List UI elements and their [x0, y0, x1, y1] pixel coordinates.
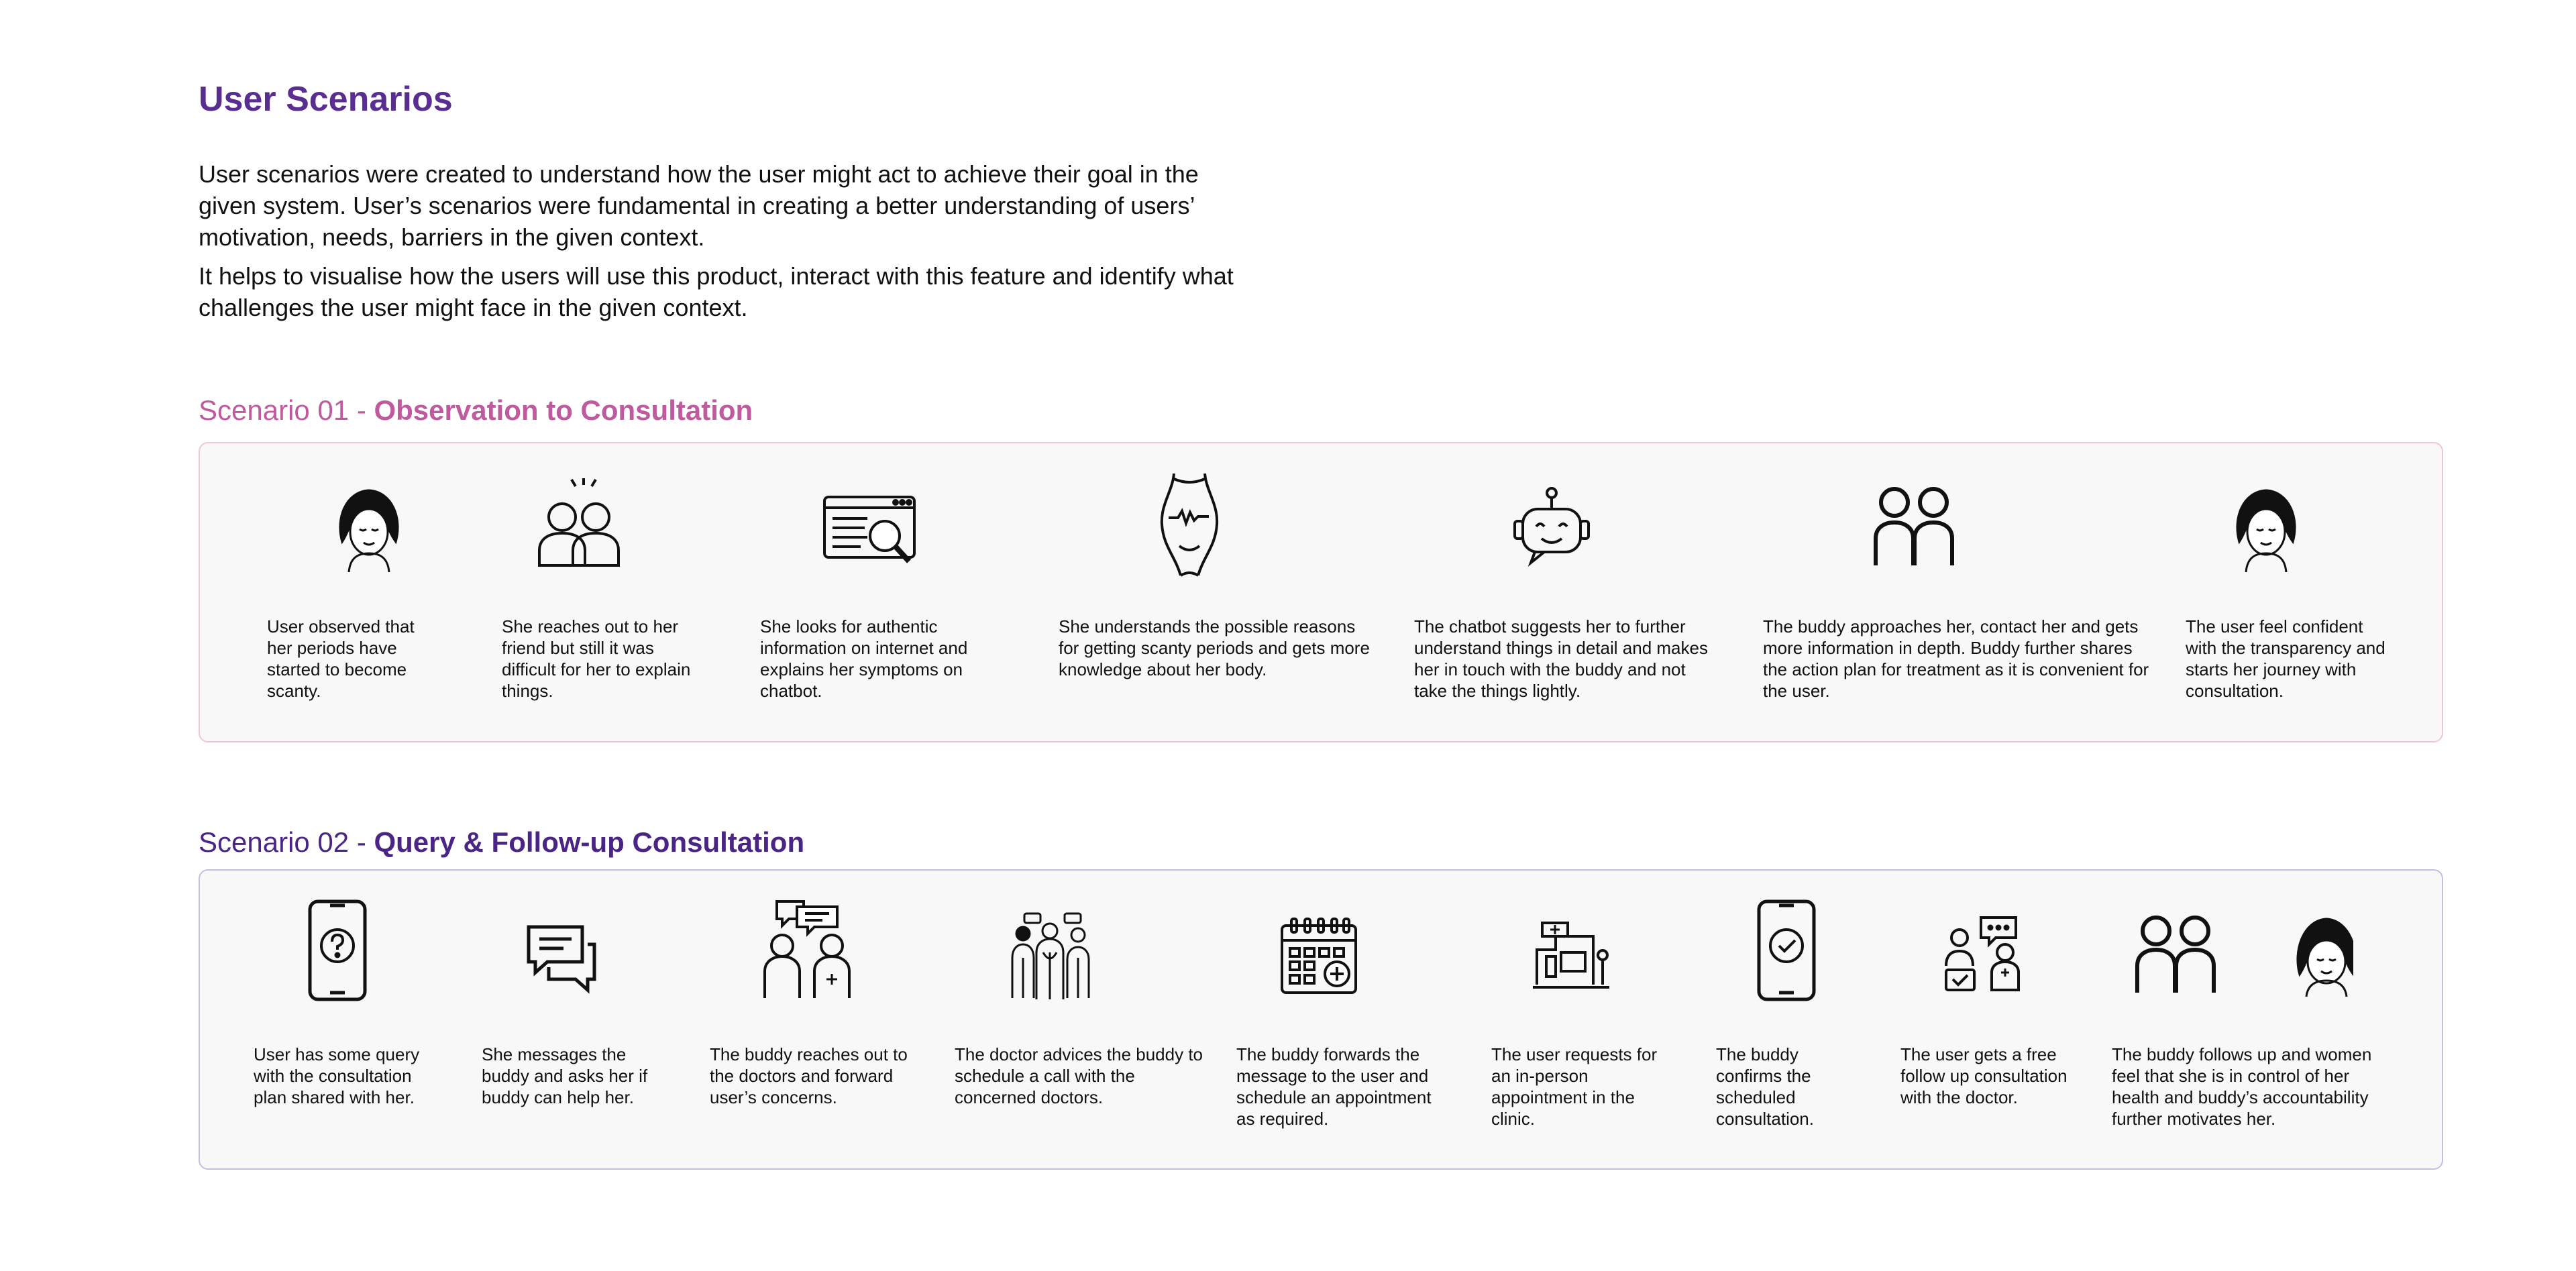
phone-question-icon — [301, 897, 374, 1005]
intro-text — [199, 158, 1245, 323]
female-body-icon — [1152, 470, 1226, 579]
step-text: User has some query with the consultation plan shared with her. — [254, 1044, 420, 1107]
page-title: User Scenarios — [199, 80, 453, 119]
step-text: She understands the possible reasons for getting scanty periods and gets more knowledge about her body. — [1059, 616, 1370, 679]
scenario-2-name: Query & Follow-up Consultation — [374, 826, 805, 858]
scenario-2-panel — [199, 869, 2443, 1170]
web-search-icon — [820, 478, 921, 579]
woman-face-icon — [329, 478, 409, 579]
phone-check-icon — [1750, 897, 1823, 1005]
step-text: The buddy follows up and women feel that she is in control of her health and buddy’s accountability further motivates her. — [2112, 1044, 2372, 1129]
step-text: User observed that her periods have started to become scanty. — [267, 616, 415, 701]
step-text: The user requests for an in-person appointment in the clinic. — [1491, 1044, 1658, 1129]
doctors-group-icon — [1008, 911, 1102, 1005]
step-text: She messages the buddy and asks her if buddy can help her. — [482, 1044, 648, 1107]
followup-consult-icon — [1941, 911, 2028, 998]
two-friends-icon — [529, 478, 629, 579]
buddy-doctor-chat-icon — [757, 897, 857, 1005]
clinic-desk-icon — [1532, 918, 1619, 998]
scenario-1-title — [199, 394, 753, 427]
scenario-1-name: Observation to Consultation — [374, 394, 753, 426]
scenario-2-title — [199, 826, 804, 859]
scenario-2-prefix: Scenario 02 - — [199, 826, 374, 858]
step-text: She looks for authentic information on internet and explains her symptoms on chatbot. — [760, 616, 968, 701]
scenario-1-prefix: Scenario 01 - — [199, 394, 374, 426]
buddy-pair-icon — [1870, 478, 1957, 579]
step-text: The buddy approaches her, contact her and gets more information in depth. Buddy further shares the action plan for treatment as it is convenient for the user. — [1763, 616, 2149, 701]
step-text: The buddy reaches out to the doctors and forward user’s concerns. — [710, 1044, 908, 1107]
step-text: The chatbot suggests her to further understand things in detail and makes her in touch with the buddy and not take the things lightly. — [1414, 616, 1708, 701]
chat-bubbles-icon — [522, 918, 602, 998]
step-text: The user feel confident with the transparency and starts her journey with consultation. — [2186, 616, 2385, 701]
step-text: The buddy forwards the message to the user and schedule an appointment as required. — [1236, 1044, 1432, 1129]
step-text: She reaches out to her friend but still it was difficult for her to explain things. — [502, 616, 691, 701]
step-text: The doctor advices the buddy to schedule a call with the concerned doctors. — [955, 1044, 1203, 1107]
step-text: The user gets a free follow up consultation with the doctor. — [1900, 1044, 2068, 1107]
scenario-1-panel — [199, 442, 2443, 742]
chatbot-icon — [1508, 478, 1595, 579]
intro-paragraph-1: User scenarios were created to understand how the user might act to achieve their goal in the given system. User’s scenarios were fundamental in creating a better understanding of users’ motivation, needs, barriers in the given context. — [199, 160, 1199, 251]
intro-paragraph-2: It helps to visualise how the users will use this product, interact with this feature and identify what challenges the user might face in the given context. — [199, 262, 1234, 321]
woman-face-icon — [2226, 478, 2306, 579]
buddy-and-woman-icon — [2132, 911, 2353, 998]
calendar-medical-icon — [1277, 912, 1364, 999]
step-text: The buddy confirms the scheduled consultation. — [1716, 1044, 1814, 1129]
